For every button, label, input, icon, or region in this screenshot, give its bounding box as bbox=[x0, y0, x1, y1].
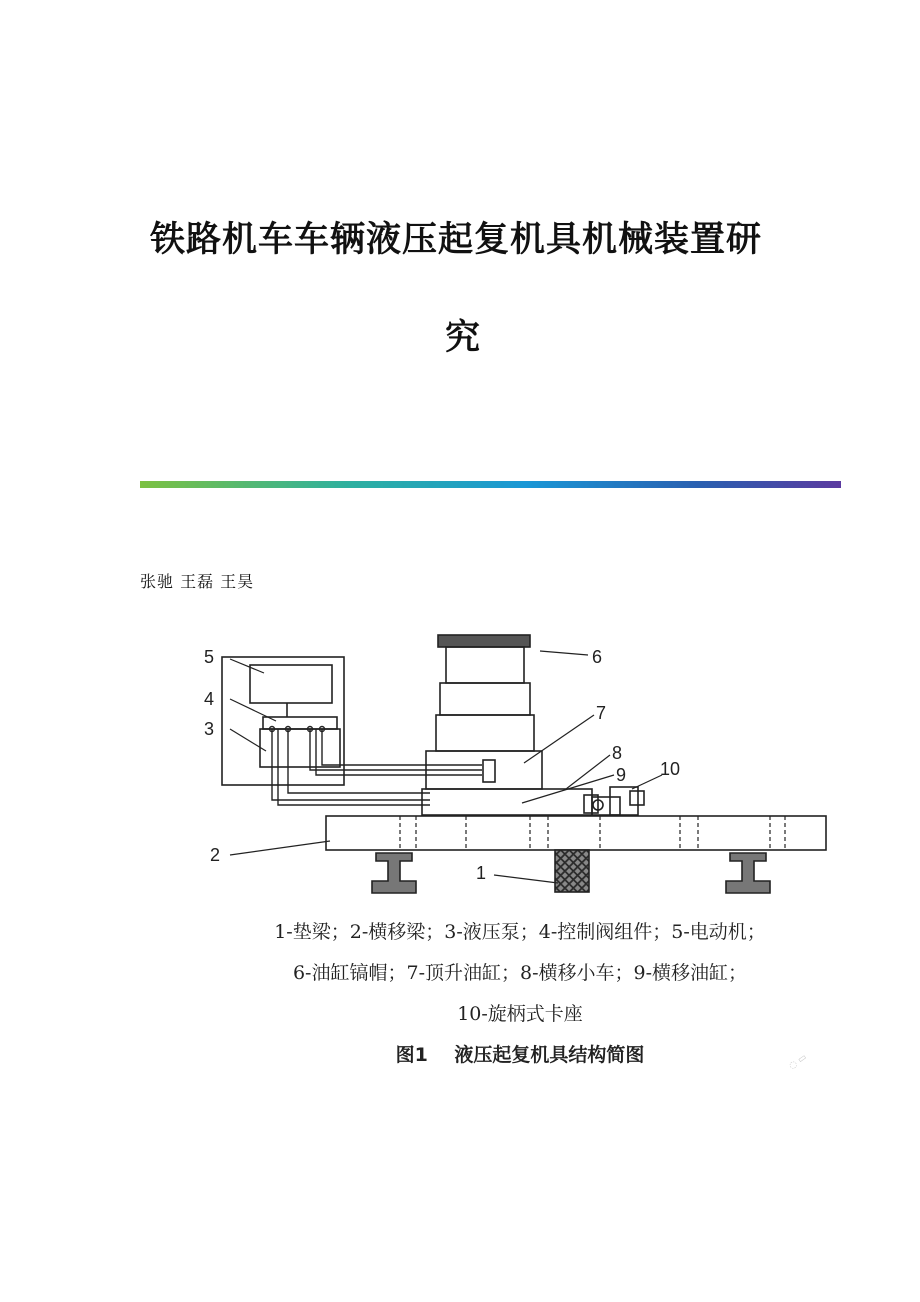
motor-frame bbox=[222, 657, 344, 785]
figure-label: 图1 bbox=[395, 1044, 428, 1066]
document-title-line-1: 铁路机车车辆液压起复机具机械装置研 bbox=[149, 219, 762, 260]
caption-line-3: 10-旋柄式卡座 bbox=[457, 1003, 583, 1025]
caption-line-2: 6-油缸镐帽；7-顶升油缸；8-横移小车；9-横移油缸； bbox=[292, 962, 748, 984]
electric-motor bbox=[250, 665, 332, 703]
traverse-beam bbox=[326, 816, 826, 850]
figure-title bbox=[200, 1040, 840, 1067]
part-number: 7 bbox=[596, 703, 607, 723]
gradient-divider bbox=[140, 481, 841, 488]
part-number: 9 bbox=[616, 765, 627, 785]
sleeper-beam bbox=[555, 850, 589, 892]
cylinder-cap bbox=[438, 635, 530, 647]
part-number: 5 bbox=[204, 647, 215, 667]
part-number: 2 bbox=[210, 845, 221, 865]
figure-1 bbox=[200, 625, 840, 1065]
figure-title-text: 液压起复机具结构简图 bbox=[454, 1044, 645, 1066]
document-title-line-2: 究 bbox=[444, 317, 481, 358]
part-number: 10 bbox=[660, 759, 681, 779]
part-number: 6 bbox=[592, 647, 603, 667]
traverse-cart bbox=[422, 789, 592, 815]
part-number: 3 bbox=[204, 719, 215, 739]
part-number: 1 bbox=[476, 863, 487, 883]
caption-line-1: 1-垫梁；2-横移梁；3-液压泵；4-控制阀组件；5-电动机； bbox=[274, 921, 766, 943]
cylinder-lower bbox=[436, 715, 534, 751]
right-rail bbox=[726, 853, 770, 893]
watermark-logo: ◌ ▭ bbox=[787, 1052, 809, 1072]
author-list: 张驰 王磊 王昊 bbox=[140, 572, 255, 591]
part-number: 4 bbox=[204, 689, 215, 709]
cylinder-top bbox=[446, 647, 524, 683]
cylinder-mid bbox=[440, 683, 530, 715]
structure-diagram bbox=[200, 625, 840, 915]
part-number: 8 bbox=[612, 743, 623, 763]
left-rail bbox=[372, 853, 416, 893]
